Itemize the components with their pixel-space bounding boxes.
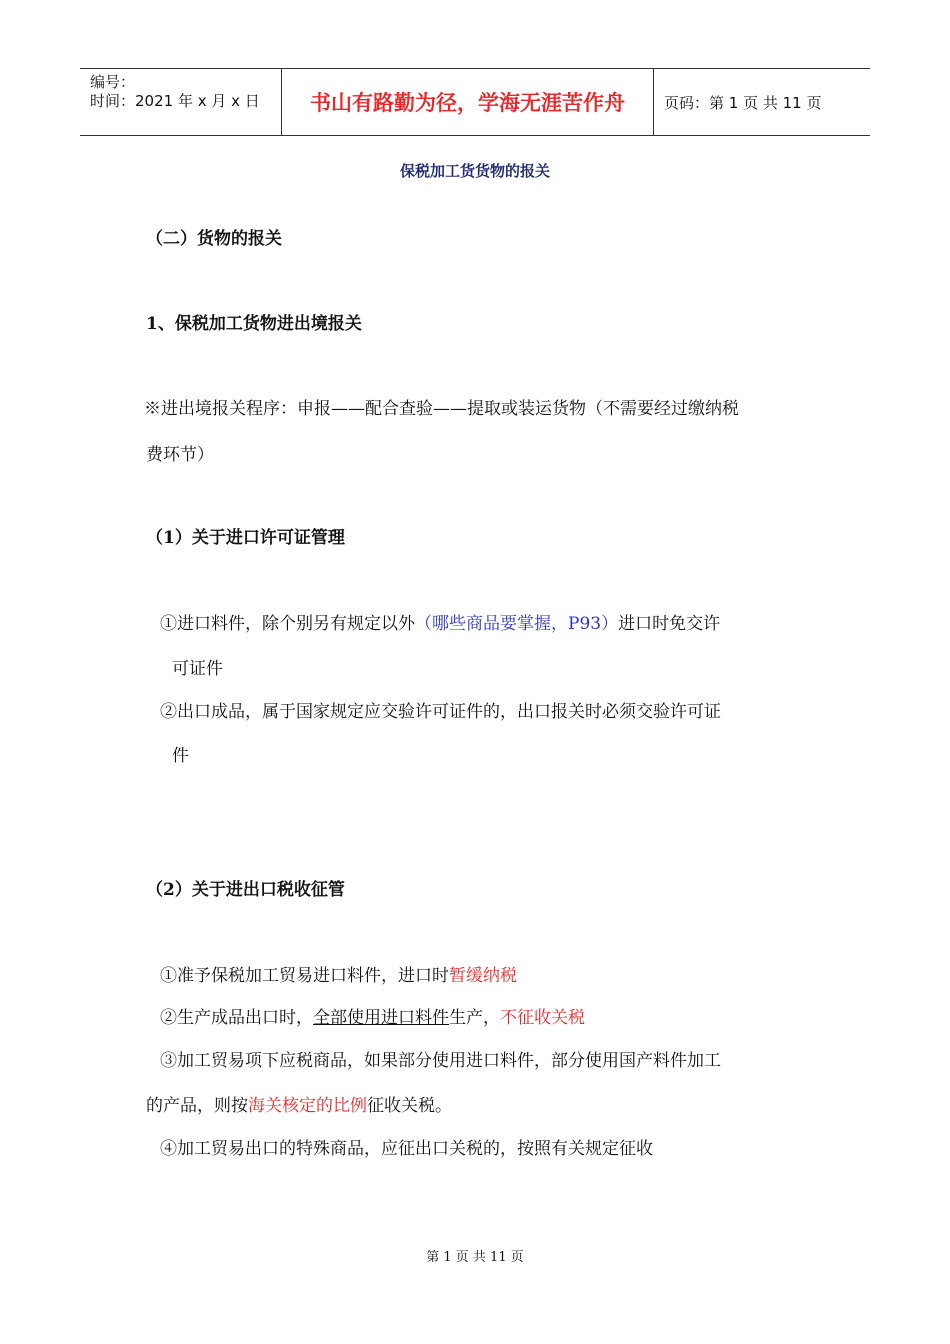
license-item-2-cont: 件 (172, 746, 189, 766)
document-title: 保税加工货货物的报关 (399, 162, 550, 180)
tax-item-1-a: ①准予保税加工贸易进口料件，进口时 (160, 966, 449, 986)
tax-item-3-d: 征收关税。 (367, 1096, 452, 1116)
procedure-line-1: ※进出境报关程序：申报——配合查验——提取或装运货物（不需要经过缴纳税 (144, 399, 739, 419)
tax-item-1-highlight: 暂缓纳税 (449, 966, 517, 986)
tax-item-2 (160, 1003, 585, 1028)
tax-item-2-underlined: 全部使用进口料件 (313, 1008, 449, 1028)
tax-item-3: ③加工贸易项下应税商品，如果部分使用进口料件，部分使用国产料件加工 (160, 1051, 721, 1071)
time-label: 时间：2021 年 x 月 x 日 (90, 92, 260, 110)
tax-item-3-b: 的产品，则按 (146, 1096, 248, 1116)
tax-item-1 (160, 961, 517, 986)
page-header (80, 68, 870, 136)
section-heading: （二）货物的报关 (146, 229, 282, 249)
procedure-line-2: 费环节） (146, 445, 214, 465)
license-item-1-ref: （哪些商品要掌握，P93） (415, 614, 619, 634)
page-footer: 第 1 页 共 11 页 (426, 1250, 524, 1265)
tax-item-2-c: 生产， (449, 1008, 500, 1028)
license-item-1-c: 进口时免交许 (618, 614, 721, 634)
license-item-1-a: ①进口料件，除个别另有规定以外 (160, 614, 415, 634)
tax-item-2-a: ②生产成品出口时， (160, 1008, 313, 1028)
tax-item-2-highlight: 不征收关税 (500, 1008, 585, 1028)
license-heading: （1）关于进口许可证管理 (146, 528, 345, 548)
tax-item-3-cont (146, 1091, 452, 1116)
tax-item-4: ④加工贸易出口的特殊商品，应征出口关税的，按照有关规定征收 (160, 1139, 653, 1159)
license-item-2: ②出口成品，属于国家规定应交验许可证件的，出口报关时必须交验许可证 (160, 702, 721, 722)
tax-heading: （2）关于进出口税收征管 (146, 880, 345, 900)
number-label: 编号： (90, 73, 136, 91)
license-item-1-cont: 可证件 (172, 659, 223, 679)
tax-item-3-highlight: 海关核定的比例 (248, 1096, 367, 1116)
license-item-1 (160, 609, 720, 634)
header-motto: 书山有路勤为径，学海无涯苦作舟 (281, 69, 654, 135)
header-meta (80, 69, 281, 135)
subsection-heading: 1、保税加工货物进出境报关 (146, 314, 362, 334)
header-page-label: 页码：第 1 页 共 11 页 (664, 93, 822, 112)
